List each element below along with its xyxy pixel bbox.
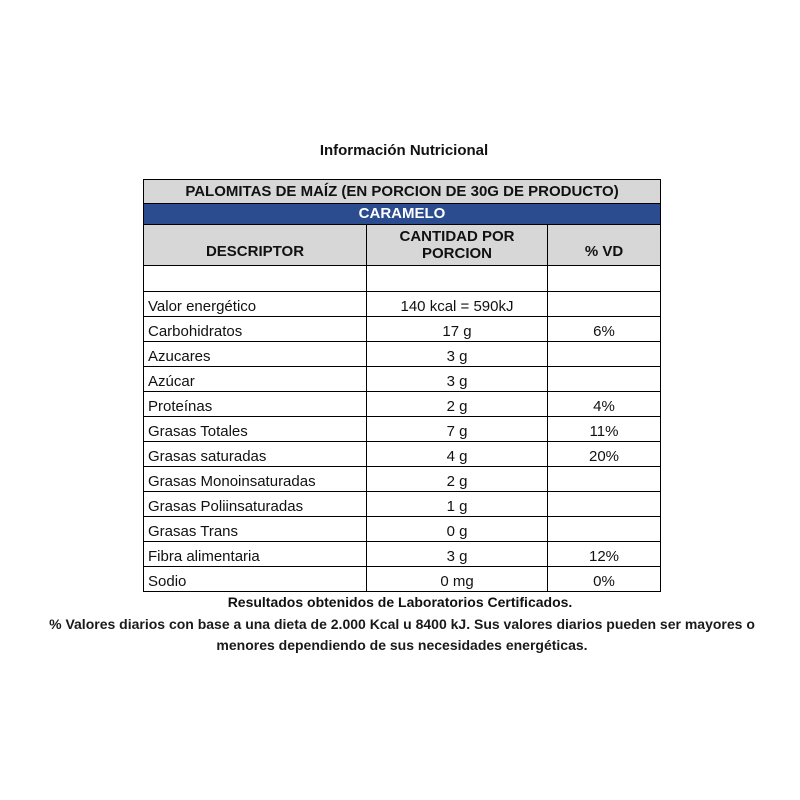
blank-cell xyxy=(144,266,367,292)
nutrient-vd: 0% xyxy=(548,567,661,592)
table-row xyxy=(144,517,661,542)
nutrient-vd: 4% xyxy=(548,392,661,417)
nutrient-vd xyxy=(548,292,661,317)
nutrient-quantity: 140 kcal = 590kJ xyxy=(367,292,548,317)
blank-row xyxy=(144,266,661,292)
header-quantity-label: CANTIDAD POR PORCION xyxy=(399,228,515,262)
nutrient-vd xyxy=(548,342,661,367)
disclaimer-note: % Valores diarios con base a una dieta de 2.000 Kcal u 8400 kJ. Sus valores diarios pueden ser mayores o menores dependiendo de sus necesidades energéticas. xyxy=(49,616,755,653)
nutrient-vd xyxy=(548,517,661,542)
table-row xyxy=(144,567,661,592)
header-descriptor: DESCRIPTOR xyxy=(144,225,367,266)
header-vd: % VD xyxy=(548,225,661,266)
nutrient-descriptor: Grasas Poliinsaturadas xyxy=(144,492,367,517)
table-row xyxy=(144,292,661,317)
nutrient-quantity: 4 g xyxy=(367,442,548,467)
nutrient-descriptor: Fibra alimentaria xyxy=(144,542,367,567)
certified-note: Resultados obtenidos de Laboratorios Certificados. xyxy=(227,594,573,610)
flavor-row xyxy=(144,204,661,225)
table-row xyxy=(144,417,661,442)
nutrient-quantity: 17 g xyxy=(367,317,548,342)
nutrient-quantity: 3 g xyxy=(367,367,548,392)
nutrition-table xyxy=(143,179,661,592)
nutrient-vd: 20% xyxy=(548,442,661,467)
product-row xyxy=(144,180,661,204)
nutrient-quantity: 0 mg xyxy=(367,567,548,592)
nutrient-quantity: 3 g xyxy=(367,342,548,367)
nutrient-quantity: 7 g xyxy=(367,417,548,442)
flavor-name: CARAMELO xyxy=(144,204,661,225)
header-quantity xyxy=(367,225,548,266)
nutrient-vd xyxy=(548,492,661,517)
table-row xyxy=(144,467,661,492)
nutrient-descriptor: Valor energético xyxy=(144,292,367,317)
nutrient-quantity: 3 g xyxy=(367,542,548,567)
table-header-row xyxy=(144,225,661,266)
nutrient-quantity: 0 g xyxy=(367,517,548,542)
nutrient-rows xyxy=(144,292,661,592)
nutrient-descriptor: Proteínas xyxy=(144,392,367,417)
nutrient-descriptor: Grasas saturadas xyxy=(144,442,367,467)
product-name: PALOMITAS DE MAÍZ (EN PORCION DE 30G DE PRODUCTO) xyxy=(144,180,661,204)
table-row xyxy=(144,317,661,342)
nutrient-vd xyxy=(548,467,661,492)
nutrient-descriptor: Grasas Totales xyxy=(144,417,367,442)
nutrient-quantity: 1 g xyxy=(367,492,548,517)
nutrient-descriptor: Carbohidratos xyxy=(144,317,367,342)
table-row xyxy=(144,442,661,467)
nutrient-vd xyxy=(548,367,661,392)
blank-cell xyxy=(367,266,548,292)
table-row xyxy=(144,342,661,367)
page-title: Información Nutricional xyxy=(319,142,489,159)
table-row xyxy=(144,542,661,567)
nutrient-vd: 11% xyxy=(548,417,661,442)
nutrient-descriptor: Azúcar xyxy=(144,367,367,392)
nutrient-vd: 12% xyxy=(548,542,661,567)
nutrient-descriptor: Azucares xyxy=(144,342,367,367)
blank-cell xyxy=(548,266,661,292)
nutrient-quantity: 2 g xyxy=(367,392,548,417)
table-row xyxy=(144,492,661,517)
table-row xyxy=(144,367,661,392)
nutrient-descriptor: Sodio xyxy=(144,567,367,592)
table-row xyxy=(144,392,661,417)
nutrient-descriptor: Grasas Monoinsaturadas xyxy=(144,467,367,492)
nutrient-descriptor: Grasas Trans xyxy=(144,517,367,542)
nutrient-quantity: 2 g xyxy=(367,467,548,492)
nutrient-vd: 6% xyxy=(548,317,661,342)
